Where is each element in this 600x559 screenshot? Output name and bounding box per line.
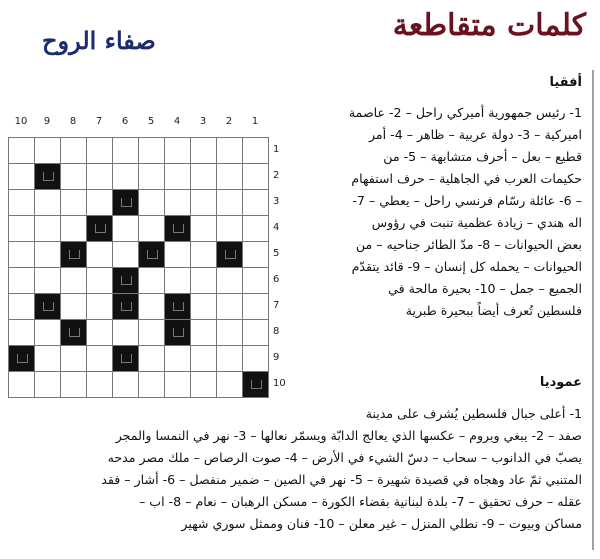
grid-cell[interactable] [138, 163, 164, 189]
grid-cell-black [112, 293, 138, 319]
grid-cell[interactable] [216, 293, 242, 319]
clue-line: – 6- عائلة رسّام فرنسي راحل – يعطي – 7- [352, 193, 582, 208]
grid-cell[interactable] [190, 137, 216, 163]
clue-line: فلسطين تُعرف أيضاً ببحيرة طبرية [405, 303, 582, 318]
grid-cell[interactable] [8, 319, 34, 345]
clue-line: الجميع – جمل – 10- بحيرة مالحة في [388, 281, 582, 296]
grid-cell[interactable] [216, 189, 242, 215]
grid-cell[interactable] [8, 241, 34, 267]
clue-line: اله هندي – زيادة عظمية تنبت في رؤوس [371, 215, 582, 230]
grid-cell[interactable] [34, 137, 60, 163]
grid-cell[interactable] [60, 189, 86, 215]
row-number: 10 [273, 378, 286, 389]
grid-cell[interactable] [34, 319, 60, 345]
grid-cell[interactable] [164, 189, 190, 215]
grid-cell[interactable] [190, 241, 216, 267]
grid-cell[interactable] [60, 371, 86, 397]
clue-line: بعض الحيوانات – 8- مدّ الطائر جناحيه – من [355, 237, 582, 252]
decorative-border [592, 70, 594, 550]
grid-cell[interactable] [34, 267, 60, 293]
grid-cell[interactable] [112, 319, 138, 345]
column-number: 6 [121, 116, 129, 127]
grid-cell[interactable] [164, 345, 190, 371]
grid-cell-black [60, 241, 86, 267]
grid-cell[interactable] [216, 215, 242, 241]
grid-cell-black [164, 319, 190, 345]
clue-line: الحيوانات – يحمله كل إنسان – 9- قائد يتقدّم [351, 259, 582, 274]
grid-cell-black [242, 371, 268, 397]
grid-cell[interactable] [242, 293, 268, 319]
clue-line: عقله – حرف تحقيق – 7- بلدة لبنانية بقضاء الكورة – مسكن الرهبان – نعام – 8- اب – [138, 494, 582, 509]
grid-cell[interactable] [34, 345, 60, 371]
grid-cell[interactable] [242, 241, 268, 267]
grid-cell[interactable] [164, 163, 190, 189]
grid-cell[interactable] [86, 137, 112, 163]
grid-cell[interactable] [86, 189, 112, 215]
grid-cell-black [112, 267, 138, 293]
grid-cell[interactable] [60, 215, 86, 241]
row-number: 3 [273, 196, 280, 207]
grid-cell[interactable] [112, 137, 138, 163]
down-heading: عموديا [539, 375, 582, 390]
column-number: 10 [14, 116, 28, 127]
grid-cell-black [164, 293, 190, 319]
grid-cell-black [34, 293, 60, 319]
grid-cell[interactable] [60, 137, 86, 163]
grid-cell[interactable] [60, 293, 86, 319]
grid-cell[interactable] [138, 267, 164, 293]
grid-cell[interactable] [86, 267, 112, 293]
grid-cell[interactable] [86, 293, 112, 319]
row-number: 7 [273, 300, 280, 311]
grid-cell[interactable] [86, 371, 112, 397]
row-number: 4 [273, 222, 280, 233]
column-number: 8 [69, 116, 77, 127]
row-number: 1 [273, 144, 280, 155]
row-number: 5 [273, 248, 280, 259]
grid-cell[interactable] [164, 137, 190, 163]
grid-cell[interactable] [138, 137, 164, 163]
row-number: 2 [273, 170, 280, 181]
grid-cell[interactable] [60, 345, 86, 371]
grid-cell[interactable] [86, 319, 112, 345]
grid-cell[interactable] [190, 215, 216, 241]
grid-cell[interactable] [138, 345, 164, 371]
grid-cell-black [86, 215, 112, 241]
grid-cell[interactable] [34, 371, 60, 397]
grid-cell-black [216, 241, 242, 267]
grid-cell[interactable] [138, 215, 164, 241]
grid-cell[interactable] [8, 371, 34, 397]
clue-line: حكيمات العرب في الجاهلية – حرف استفهام [351, 171, 582, 186]
clue-line: يصبّ في الدانوب – سحاب – دسّ الشيء في الأرض – 4- صوت الرصاص – ملك مصر مدحه [107, 450, 582, 465]
grid-cell[interactable] [190, 189, 216, 215]
across-heading: أفقيا [549, 75, 582, 90]
grid-cell-black [164, 215, 190, 241]
grid-cell[interactable] [8, 215, 34, 241]
grid-cell[interactable] [86, 241, 112, 267]
grid-cell[interactable] [216, 137, 242, 163]
grid-cell[interactable] [8, 293, 34, 319]
grid-cell[interactable] [138, 293, 164, 319]
clue-line: صفد – 2- يبغي ويروم – عكسها الذي يعالج الدابّة ويسمّر نعالها – 3- نهر في النمسا والمجر [115, 428, 582, 443]
grid-column-numbers [8, 116, 268, 130]
grid-cell[interactable] [242, 189, 268, 215]
grid-cell[interactable] [216, 371, 242, 397]
grid-cell[interactable] [8, 189, 34, 215]
grid-cell[interactable] [34, 241, 60, 267]
across-clues [292, 102, 582, 322]
grid-cell-black [60, 319, 86, 345]
grid-cell[interactable] [242, 163, 268, 189]
column-number: 2 [225, 116, 233, 127]
grid-cell[interactable] [112, 163, 138, 189]
grid-cell[interactable] [190, 267, 216, 293]
grid-cell[interactable] [86, 163, 112, 189]
row-number: 6 [273, 274, 280, 285]
grid-cell[interactable] [216, 345, 242, 371]
column-number: 5 [147, 116, 155, 127]
grid-cell[interactable] [164, 371, 190, 397]
grid-cell[interactable] [138, 319, 164, 345]
grid-cell[interactable] [190, 371, 216, 397]
grid-cell[interactable] [242, 215, 268, 241]
grid-cell[interactable] [190, 345, 216, 371]
grid-cell[interactable] [242, 319, 268, 345]
grid-cell[interactable] [34, 189, 60, 215]
grid-cell-black [112, 189, 138, 215]
grid-cell[interactable] [138, 371, 164, 397]
grid-cell[interactable] [190, 319, 216, 345]
column-number: 9 [43, 116, 51, 127]
grid-cell-black [138, 241, 164, 267]
grid-cell[interactable] [112, 215, 138, 241]
grid-cell[interactable] [112, 241, 138, 267]
down-clues [4, 403, 582, 535]
grid-cell-black [34, 163, 60, 189]
clue-line: قطيع – بعل – أحرف متشابهة – 5- من [383, 149, 582, 164]
clue-line: مساكن وبيوت – 9- نطلي المنزل – غير معلن – 10- فنان وممثل سوري شهير [181, 516, 582, 531]
grid-cell-black [112, 345, 138, 371]
grid-cell[interactable] [190, 293, 216, 319]
grid-cell[interactable] [34, 215, 60, 241]
grid-row-numbers [273, 137, 293, 397]
page-subtitle: صفاء الروح [42, 26, 156, 55]
column-number: 7 [95, 116, 103, 127]
grid-cell[interactable] [60, 267, 86, 293]
grid-cell[interactable] [242, 267, 268, 293]
crossword-grid [8, 137, 269, 398]
clue-line: 1- رئيس جمهورية أميركي راحل – 2- عاصمة [348, 105, 582, 120]
grid-cell[interactable] [86, 345, 112, 371]
row-number: 9 [273, 352, 280, 363]
grid-cell[interactable] [216, 267, 242, 293]
grid-cell[interactable] [164, 267, 190, 293]
column-number: 4 [173, 116, 181, 127]
row-number: 8 [273, 326, 280, 337]
grid-cell[interactable] [8, 267, 34, 293]
grid-cell-black [8, 345, 34, 371]
grid-cell[interactable] [216, 319, 242, 345]
column-number: 3 [199, 116, 207, 127]
grid-cell[interactable] [60, 163, 86, 189]
grid-cell[interactable] [216, 163, 242, 189]
grid-cell[interactable] [138, 189, 164, 215]
clue-line: اميركية – 3- دولة عربية – ظاهر – 4- أمر [368, 127, 582, 142]
grid-cell[interactable] [112, 371, 138, 397]
grid-cell[interactable] [8, 137, 34, 163]
grid-cell[interactable] [190, 163, 216, 189]
clue-line: 1- أعلى جبال فلسطين يُشرف على مدينة [365, 406, 582, 421]
grid-cell[interactable] [242, 137, 268, 163]
grid-cell[interactable] [164, 241, 190, 267]
clue-line: المتنبي ثمّ عاد وهجاه في قصيدة شهيرة – 5- نهر في الصين – ضمير منفصل – 6- أشار – فقد [101, 472, 582, 487]
column-number: 1 [251, 116, 259, 127]
page-title: كلمات متقاطعة [392, 8, 586, 43]
grid-cell[interactable] [242, 345, 268, 371]
grid-cell[interactable] [8, 163, 34, 189]
